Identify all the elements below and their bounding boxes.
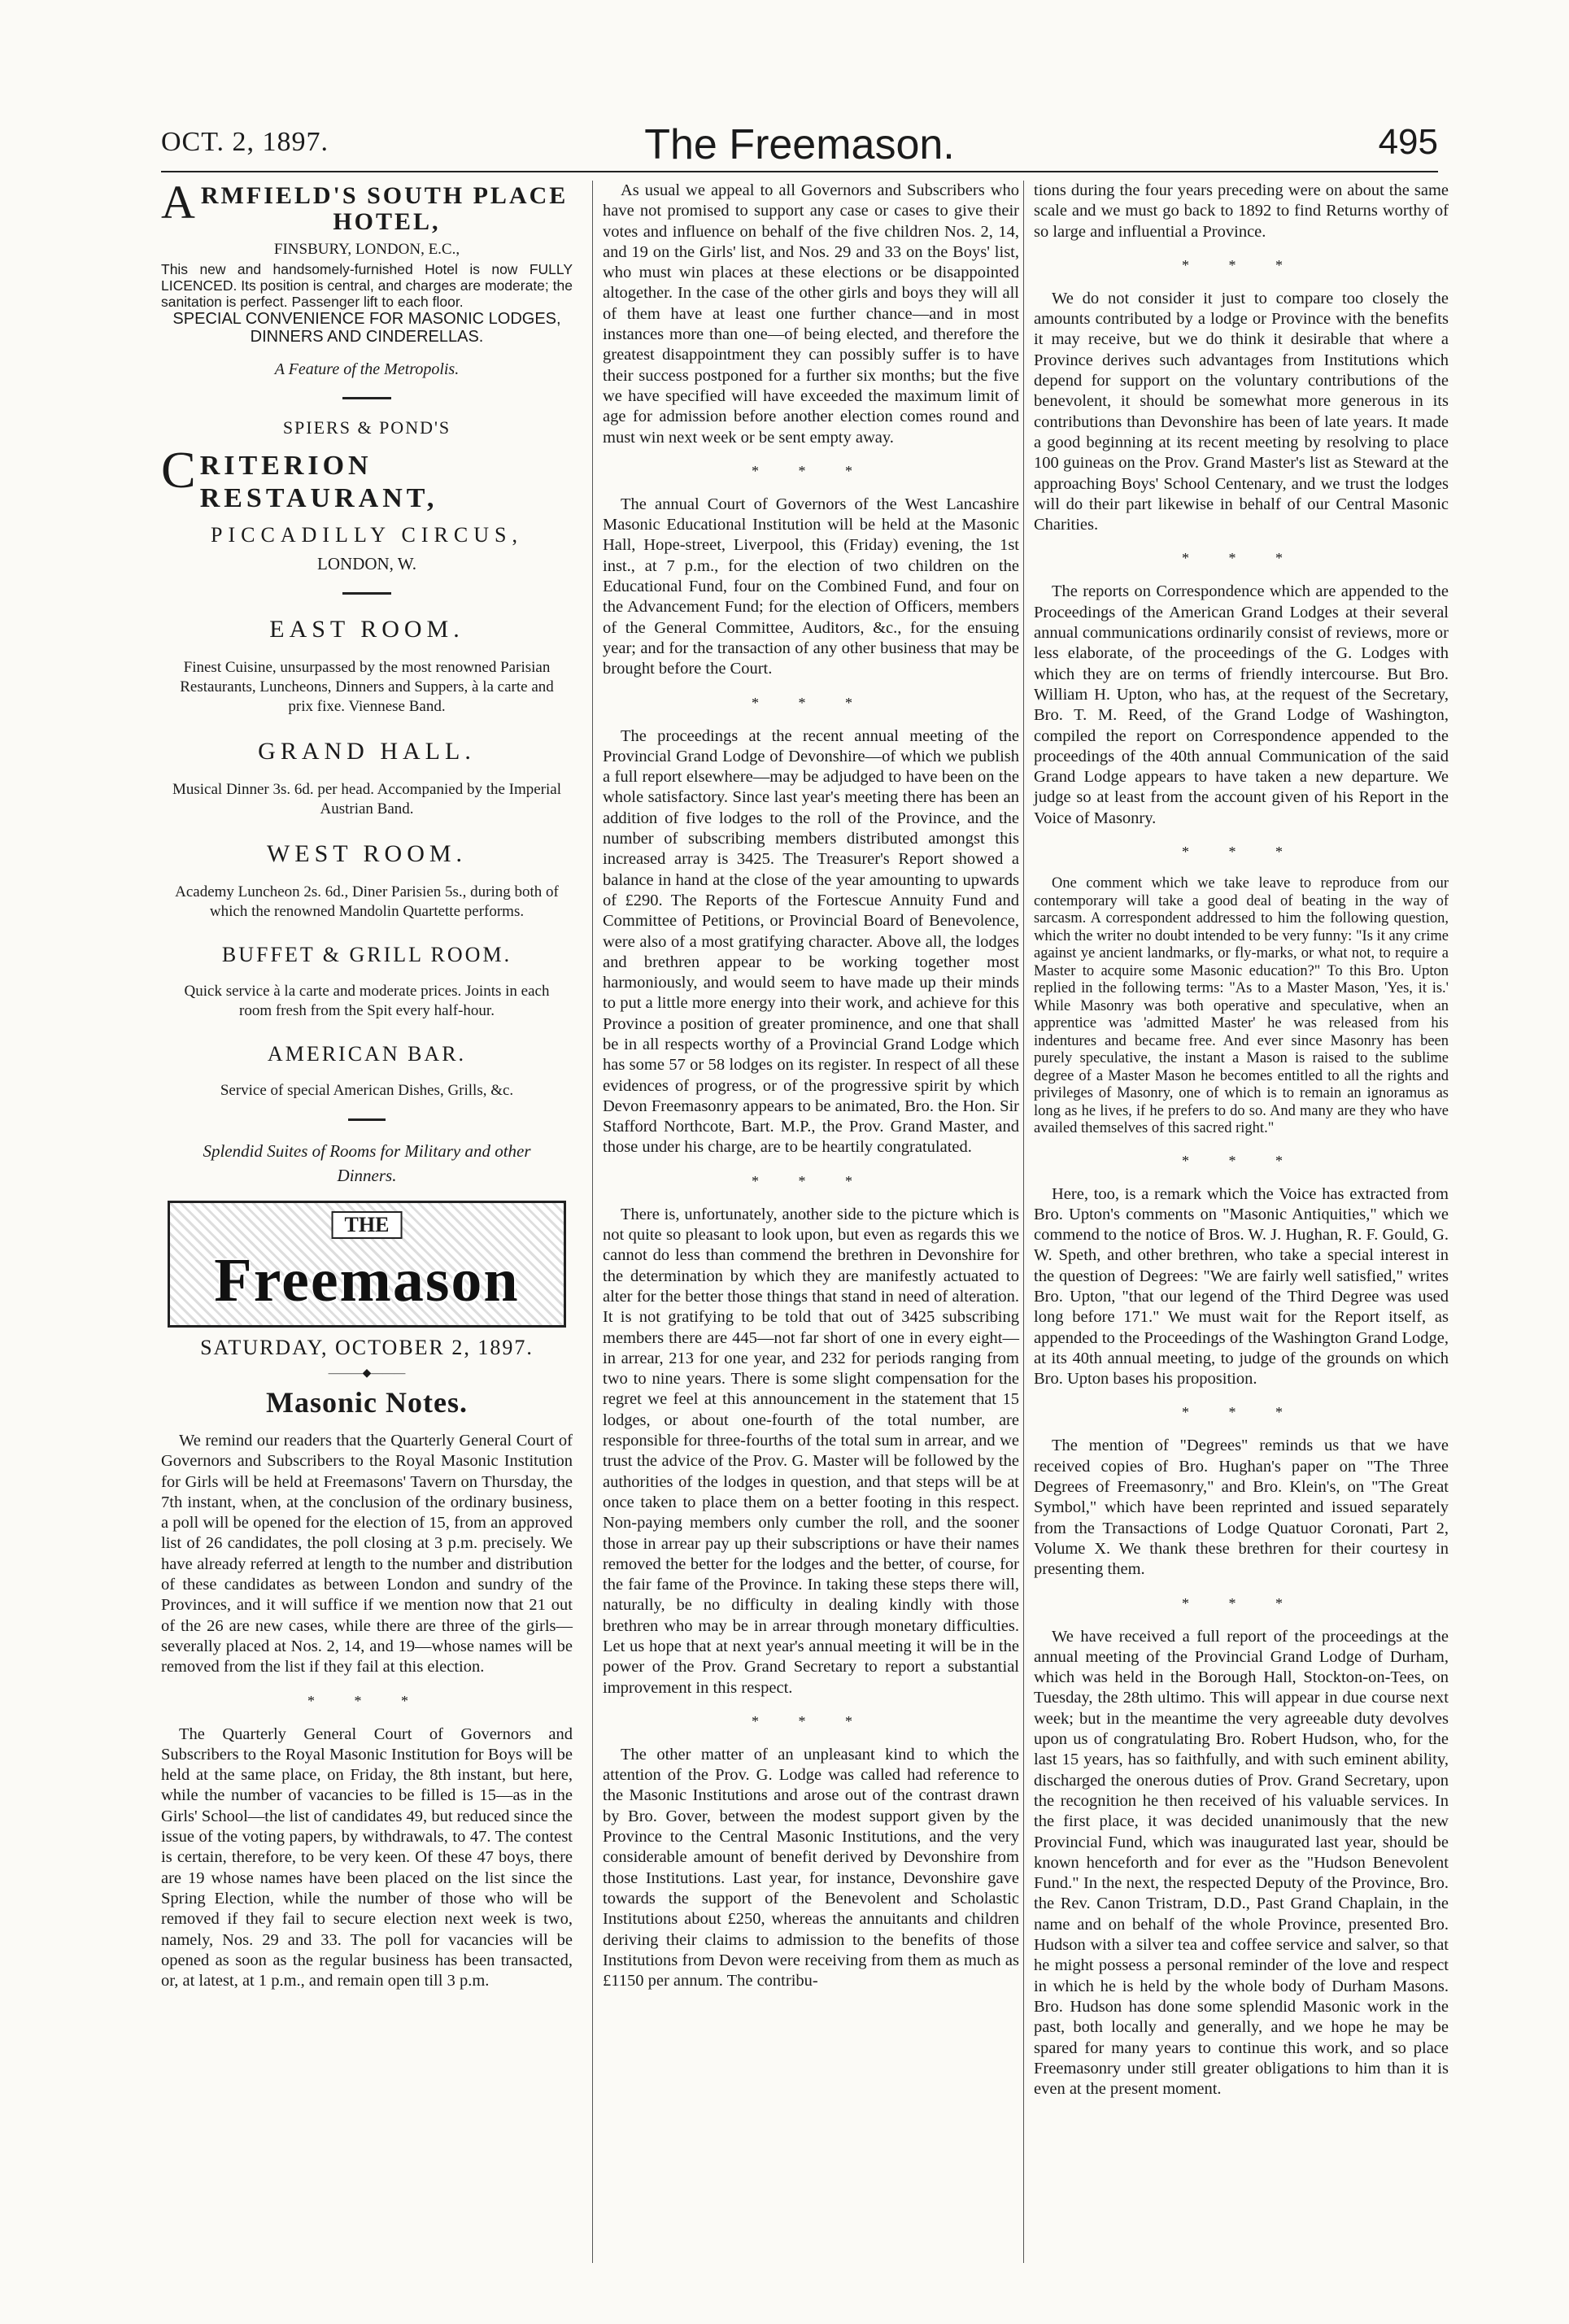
- article-paragraph: The Quarterly General Court of Governors and Subscribers to the Royal Masonic Institution for Boys will be held at the same place, on Friday, the 8th instant, but here, while the number of vacancies to be filled is 15—as in the Girls' School—the list of candidates 49, but reduced since the issue of the voting papers, by withdrawals, to 47. The contest is certain, therefore, to be very keen. Of these 47 boys, there are 19 whose names have been placed on the list since the Spring Election, while the number of those who will be removed if they fail to secure election next week is two, namely, Nos. 29 and 33. The poll for vacancies will be opened as soon as the regular business has been transacted, or, at latest, at 1 p.m., and remain open till 3 p.m.: [161, 1724, 573, 1990]
- masthead-banner: [168, 1201, 566, 1328]
- column-2: [592, 181, 1019, 2263]
- section-stars: * * *: [752, 1712, 870, 1729]
- criterion-location: PICCADILLY CIRCUS,: [211, 523, 523, 547]
- section-stars: * * *: [1182, 1404, 1301, 1421]
- room-name: GRAND HALL.: [258, 738, 476, 765]
- divider: [342, 397, 391, 399]
- article-paragraph: The mention of "Degrees" reminds us that we have received copies of Bro. Hughan's paper on "The Three Degrees of Freemasonry," and Bro. Klein's, on "The Great Symbol," which have been reprinted and issued separately from the Transactions of Lodge Quatuor Coronati, Part 2, Volume X. We thank these brethren for their courtesy in presenting them.: [1034, 1437, 1449, 1579]
- room-text: Musical Dinner 3s. 6d. per head. Accompanied by the Imperial Austrian Band.: [172, 781, 562, 818]
- masthead-name: Freemason: [214, 1246, 520, 1315]
- room-text: Finest Cuisine, unsurpassed by the most renowned Parisian Restaurants, Luncheons, Dinners and Suppers, à la carte and prix fixe. Viennese Band.: [180, 659, 554, 715]
- room-name: EAST ROOM.: [269, 616, 464, 643]
- hotel-feature: A Feature of the Metropolis.: [274, 360, 460, 378]
- article-paragraph: We remind our readers that the Quarterly General Court of Governors and Subscribers to the Royal Masonic Institution for Girls will be held at Freemasons' Tavern on Thursday, the 7th instant, when, at the conclusion of the ordinary business, a poll will be opened for the election of 15, from an approved list of 26 candidates, the poll closing at 3 p.m. precisely. We have already referred at length to the number and distribution of these candidates as between London and sundry of the Provinces, and it will suffice if we mention now that 21 out of the 26 are new cases, while there are three of the girls—severally placed at Nos. 2, 14, and 19—whose names will be removed from the list if they fail at this election.: [161, 1432, 573, 1677]
- section-stars: * * *: [752, 1172, 870, 1189]
- criterion-city: LONDON, W.: [317, 554, 416, 573]
- column-3: [1023, 181, 1449, 2263]
- hotel-special: SPECIAL CONVENIENCE FOR MASONIC LODGES, DINNERS AND CINDERELLAS.: [172, 310, 561, 346]
- article-paragraph: tions during the four years preceding were on about the same scale and we must go back to 1892 to find Returns worthy of so large and influential a Province.: [1034, 181, 1449, 241]
- ornament: ―――◆―――: [328, 1367, 406, 1380]
- criterion-name: RITERION RESTAURANT,: [199, 451, 438, 513]
- page-number: 495: [1378, 122, 1438, 162]
- section-stars: * * *: [1182, 550, 1301, 567]
- room-name: AMERICAN BAR.: [267, 1042, 467, 1066]
- criterion-ad: [161, 417, 573, 1188]
- header-rule: [161, 171, 1438, 172]
- article-paragraph: The proceedings at the recent annual meeting of the Provincial Grand Lodge of Devonshire—of which we publish a full report elsewhere—may be adjudged to have been on the whole satisfactory. Since last year's meeting there has been an addition of five lodges to the roll of the Province, and the number of subscribing members distributed amongst this increased array is 3425. The Treasurer's Report showed a balance in hand at the close of the year amounting to upwards of £290. The Reports of the Fortescue Annuity Fund and Committee of Petitions, or Provincial Board of Benevolence, were also of a most gratifying character. Above all, the lodges and brethren appear to be working together most harmoniously, and would seem to have made up their minds to put a little more energy into their work, and achieve for this Province a position of greater prominence, and one that shall be in all respects worthy of a Provincial Grand Lodge which has some 57 or 58 lodges on its register. In respect of all these evidences of progress, or of the progressive spirit by which Devon Freemasonry appears to be animated, Bro. the Hon. Sir Stafford Northcote, Bart. M.P., the Prov. Grand Master, and those under his charge, are to be heartily congratulated.: [603, 726, 1019, 1157]
- page-header: [161, 120, 1438, 169]
- room-text: Academy Luncheon 2s. 6d., Diner Parisien 5s., during both of which the renowned Mandolin Quartette performs.: [175, 883, 559, 920]
- criterion-owners: SPIERS & POND'S: [282, 417, 451, 438]
- column-1: [161, 176, 573, 2006]
- divider: [348, 1118, 386, 1121]
- section-stars: * * *: [1182, 256, 1301, 273]
- room-name: WEST ROOM.: [266, 840, 468, 867]
- masthead-date: SATURDAY, OCTOBER 2, 1897.: [200, 1336, 534, 1359]
- room-text: Quick service à la carte and moderate prices. Joints in each room fresh from the Spit every half-hour.: [184, 983, 550, 1019]
- article-paragraph: We do not consider it just to compare too closely the amounts contributed by a lodge or Province with the benefits it may receive, but we do think it desirable that where a Province derives such advantages from Institutions which depend for support on the voluntary contributions of the benevolent, it should be somewhat more generous in its contributions than Devonshire has been of late years. It made a good beginning at its recent meeting by resolving to place 100 guineas on the Prov. Grand Master's list as Steward at the approaching Boys' School Centenary, and we trust the lodges will do their part likewise in behalf of our Central Masonic Charities.: [1034, 289, 1449, 534]
- section-title: Masonic Notes.: [266, 1386, 468, 1419]
- article-paragraph: The annual Court of Governors of the West Lancashire Masonic Educational Institution will be held at the Masonic Hall, Hope-street, Liverpool, this (Friday) evening, the 1st inst., at 7 p.m., for the election of two children on the Educational Fund, four on the Combined Fund, and four on the Advancement Fund; for the election of Officers, members of the General Committee, Auditors, &c., for the ensuing year; and for the transaction of any other business that may be brought before the Court.: [603, 495, 1019, 678]
- hotel-description: This new and handsomely-furnished Hotel is now FULLY LICENCED. Its position is central, and charges are moderate; the sanitation is perfect. Passenger lift to each floor.: [161, 261, 573, 310]
- hotel-name: RMFIELD'S SOUTH PLACE: [200, 182, 569, 209]
- article-paragraph: There is, unfortunately, another side to the picture which is not quite so pleasant to look upon, but even as regards this we cannot do less than commend the brethren in Devonshire for the determination by which they are manifestly actuated to alter for the better those things that stand in need of alteration. It is not gratifying to be told that out of 3425 subscribing members there are 445—not far short of one in every eight—in arrear, 213 for one year, and 232 for periods ranging from two to nine years. There is some slight compensation for the regret we feel at this announcement in the statement that 15 lodges, or about one-fourth of the total number, are responsible for three-fourths of the total sum in arrear, and we trust the advice of the Prov. G. Master will be followed by the authorities of the lodges in question, and that steps will be at once taken to place them on a better footing in this respect. Non-paying members only cumber the roll, and the sooner those in arrear pay up their subscriptions or have their names removed the better for the lodges and the better, of course, for the fair fame of the Province. In taking these steps there will, naturally, be no difficulty in dealing kindly with those brethren who may be in arrear through monetary difficulties. Let us hope that at next year's annual meeting it will be in the power of the Prov. Grand Secretary to report a substantial improvement in this respect.: [603, 1205, 1019, 1697]
- article-paragraph: One comment which we take leave to reproduce from our contemporary will take a good deal of beating in the way of sarcasm. A correspondent addressed to him the following question, which the writer no doubt intended to be very funny: "Is it any crime against ye ancient landmarks, or fly-marks, or what not, to require a Master to acquire some Masonic education?" To this Bro. Upton replied in the following terms: "As to a Master Mason, 'Yes, it is.' While Masonry was both operative and speculative, when an apprentice was 'admitted Master' he was released from his indentures and became free. And ever since Masonry has been purely speculative, the instant a Mason is raised to the sublime degree of a Master Mason he becomes entitled to all the rights and privileges of Masonry, one of which is to remain an ignoramus as long as he lives, if he prefers to do so. And many are they who have availed themselves of this sacred right.": [1034, 875, 1449, 1137]
- section-stars: * * *: [1182, 1152, 1301, 1169]
- room-name: BUFFET & GRILL ROOM.: [221, 943, 512, 966]
- hotel-name-line2: HOTEL,: [333, 208, 441, 235]
- article-paragraph: The other matter of an unpleasant kind to which the attention of the Prov. G. Lodge was called had reference to the Masonic Institutions and arose out of the contrast drawn by Bro. Gover, between the modest support given by the Province to the Central Masonic Institutions, and the very considerable amount of benefit derived by Devonshire from those Institutions. Last year, for instance, Devonshire gave towards the support of the Benevolent and Scholastic Institutions about £250, whereas the annuitants and children deriving their claims to admission to the benefits of those Institutions from Devon were receiving from them as much as £1150 per annum. The contribu-: [603, 1745, 1019, 1990]
- room-text: Service of special American Dishes, Grills, &c.: [220, 1082, 514, 1099]
- masthead-the: THE: [332, 1211, 403, 1239]
- section-stars: * * *: [307, 1692, 426, 1709]
- drop-cap: A: [161, 176, 198, 229]
- divider: [342, 592, 391, 595]
- section-stars: * * *: [752, 694, 870, 711]
- criterion-suites: Splendid Suites of Rooms for Military and other Dinners.: [203, 1141, 531, 1185]
- section-stars: * * *: [1182, 844, 1301, 861]
- section-stars: * * *: [1182, 1594, 1301, 1611]
- article-paragraph: We have received a full report of the proceedings at the annual meeting of the Provincial Grand Lodge of Durham, which was held in the Borough Hall, Stockton-on-Tees, on Tuesday, the 28th ultimo. This will appear in due course next week; but in the meantime the very agreeable duty devolves upon us of congratulating Bro. Robert Hudson, who, for the last 15 years, has so faithfully, and with such eminent ability, discharged the onerous duties of Prov. Grand Secretary, upon the recognition he then received of his valuable services. In the first place, it was decided unanimously that the new Provincial Fund, which was inaugurated last year, should be known henceforth and for ever as the "Hudson Benevolent Fund." In the next, the respected Deputy of the Province, Bro. the Rev. Canon Tristram, D.D., Past Grand Chaplain, in the name and on behalf of the whole Province, presented Bro. Hudson with a silver tea and coffee service and salver, so that he might possess a personal reminder of the love and respect in which he is held by the whole body of Durham Masons. Bro. Hudson has done some splendid Masonic work in the past, both locally and generally, and we hope he may be spared for many years to continue this work, and so place Freemasonry under still greater obligations to him than it is even at the present moment.: [1034, 1627, 1449, 2099]
- issue-date: OCT. 2, 1897.: [161, 127, 329, 157]
- section-stars: * * *: [752, 462, 870, 479]
- hotel-address: FINSBURY, LONDON, E.C.,: [273, 241, 460, 258]
- drop-cap: C: [161, 450, 200, 499]
- newspaper-title: The Freemason.: [644, 121, 955, 168]
- article-paragraph: As usual we appeal to all Governors and Subscribers who have not promised to support any case or cases to give their votes and influence on behalf of the five children Nos. 2, 14, and 19 on the Girls' list, and Nos. 29 and 33 on the Boys' list, who must win places at these elections or be disappointed altogether. In the case of the other girls and boys they will all of them have at least one further chance—and in most instances more than one—of being elected, and therefore the greatest disappointment they can possibly suffer is to have their success postponed for a further six months; but the five we have specified will have exceeded the maximum limit of age for admission before another election comes round and must win next week or be sent empty away.: [603, 181, 1019, 447]
- article-paragraph: Here, too, is a remark which the Voice has extracted from Bro. Upton's comments on "Masonic Antiquities," which we commend to the notice of Bros. W. J. Hughan, R. F. Gould, G. W. Speth, and other brethren, who take a special interest in the question of Degrees: "We are fairly well satisfied," writes Bro. Upton, "that our legend of the Third Degree was used long before 171." We must wait for the Report itself, as appended to the Proceedings of the Washington Grand Lodge, at its 40th annual meeting, to judge of the grounds on which Bro. Upton bases his proposition.: [1034, 1184, 1449, 1389]
- article-paragraph: The reports on Correspondence which are appended to the Proceedings of the American Grand Lodges at their several annual communications ordinarily consist of reviews, more or less elaborate, of the proceedings of the G. Lodges with which they are on terms of friendly intercourse. But Bro. William H. Upton, who has, at the request of the Secretary, Bro. T. M. Reed, of the Grand Lodge of Washington, compiled the report on Correspondence appended to the proceedings of the 40th annual Communication of the said Grand Lodge appears to have taken a new departure. We judge so at least from the account given of his Report in the Voice of Masonry.: [1034, 582, 1449, 827]
- armfield-ad: [161, 176, 573, 379]
